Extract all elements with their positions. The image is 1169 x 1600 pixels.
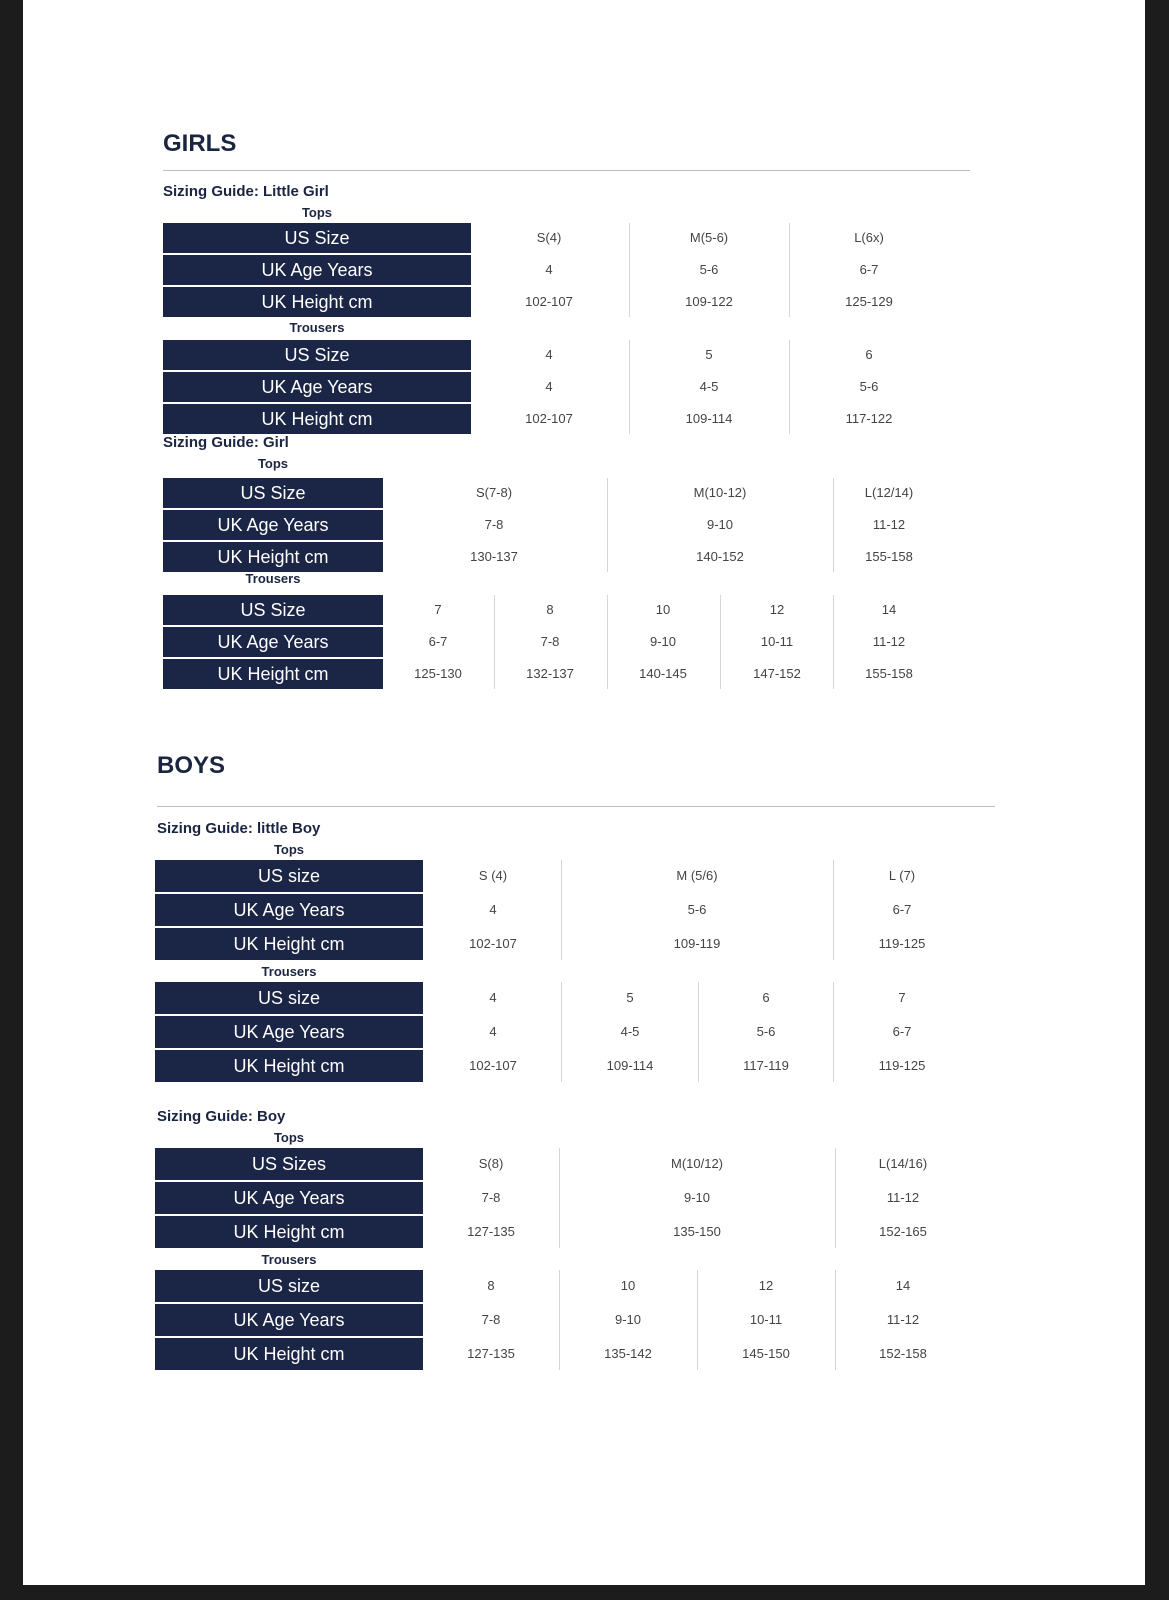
column-divider [607,478,608,572]
row-label: US Size [163,478,383,508]
size-cell-text: L(12/14) [864,485,914,500]
size-cell-text: L (7) [888,868,916,883]
size-cell-text: L(14/16) [878,1156,928,1171]
size-cell-text: 4 [545,262,553,277]
column-divider [561,860,562,960]
column-divider [835,1148,836,1248]
column-divider [561,982,562,1082]
row-label: UK Age Years [155,894,423,926]
row-label: US Size [163,595,383,625]
size-cell-text: 7-8 [540,634,560,649]
size-cell-text: 127-135 [467,1224,515,1239]
guide-title-girl: Sizing Guide: Girl [163,434,289,451]
size-cell-text: 10-11 [760,634,794,649]
size-cell-text: 135-150 [673,1224,721,1239]
size-cell-text: 4 [489,990,497,1005]
row-label: UK Height cm [155,1338,423,1370]
row-label: UK Age Years [155,1016,423,1048]
size-cell-text: 140-152 [696,549,744,564]
size-cell-text: 8 [487,1278,495,1293]
size-cell-text: 11-12 [886,1190,920,1205]
column-divider [833,478,834,572]
size-cell-text: 4 [545,379,553,394]
block-subtitle-tops: Tops [301,205,333,220]
size-cell-text: 5 [705,347,713,362]
size-cell-text: 5-6 [687,902,707,917]
row-label: UK Age Years [163,510,383,540]
size-cell-text: 5-6 [699,262,719,277]
column-divider [789,223,790,317]
section-divider [163,170,970,171]
size-cell-text: 11-12 [872,517,906,532]
block-subtitle-tops: Tops [257,456,289,471]
column-divider [697,1270,698,1370]
size-cell-text: 140-145 [639,666,687,681]
size-cell-text: M(5-6) [689,230,729,245]
column-divider [720,595,721,689]
size-cell-text: 5-6 [756,1024,776,1039]
block-subtitle-trousers: Trousers [245,571,301,586]
row-label: UK Height cm [163,659,383,689]
guide-title-boy: Sizing Guide: Boy [157,1108,286,1125]
row-label: UK Height cm [163,287,471,317]
size-cell-text: 4 [489,902,497,917]
column-divider [833,595,834,689]
row-label: US size [155,860,423,892]
size-cell-text: 7 [898,990,906,1005]
row-label: UK Height cm [163,542,383,572]
row-label: US Size [163,340,471,370]
size-cell-text: 155-158 [865,666,913,681]
row-label: UK Age Years [163,255,471,285]
size-cell-text: 6-7 [428,634,448,649]
size-cell-text: 9-10 [614,1312,642,1327]
row-label: US Size [163,223,471,253]
size-cell-text: 10-11 [749,1312,783,1327]
size-cell-text: 12 [769,602,785,617]
size-cell-text: M(10/12) [670,1156,724,1171]
column-divider [629,223,630,317]
size-cell-text: 9-10 [706,517,734,532]
size-cell-text: 14 [881,602,897,617]
size-cell-text: 130-137 [470,549,518,564]
size-cell-text: L(6x) [854,230,884,245]
size-cell-text: 147-152 [753,666,801,681]
size-cell-text: 127-135 [467,1346,515,1361]
size-cell-text: 10 [655,602,671,617]
size-cell-text: 7-8 [481,1190,501,1205]
column-divider [629,340,630,434]
row-label: UK Age Years [163,627,383,657]
size-cell-text: 117-119 [743,1058,789,1073]
document-page [23,0,1145,1585]
size-cell-text: 7-8 [481,1312,501,1327]
block-subtitle-trousers: Trousers [261,964,317,979]
size-cell-text: S(4) [536,230,562,245]
column-divider [789,340,790,434]
size-cell-text: S(7-8) [475,485,513,500]
size-cell-text: 11-12 [886,1312,920,1327]
size-cell-text: 125-130 [414,666,462,681]
column-divider [835,1270,836,1370]
size-cell-text: 119-125 [878,1058,926,1073]
section-divider [157,806,995,807]
column-divider [607,595,608,689]
size-cell-text: 12 [758,1278,774,1293]
size-cell-text: 102-107 [469,936,517,951]
size-cell-text: 9-10 [649,634,677,649]
size-cell-text: 5 [626,990,634,1005]
size-cell-text: 14 [895,1278,911,1293]
size-cell-text: 102-107 [525,411,573,426]
section-title-boys: BOYS [157,752,226,779]
row-label: US size [155,982,423,1014]
guide-title-little-girl: Sizing Guide: Little Girl [163,183,329,200]
size-cell-text: 109-122 [685,294,733,309]
row-label: UK Height cm [155,928,423,960]
column-divider [833,860,834,960]
row-label: UK Age Years [155,1182,423,1214]
column-divider [559,1148,560,1248]
size-cell-text: 8 [546,602,554,617]
column-divider [494,595,495,689]
guide-title-little-boy: Sizing Guide: little Boy [157,820,321,837]
size-cell-text: 119-125 [878,936,926,951]
block-subtitle-tops: Tops [273,1130,305,1145]
size-cell-text: 125-129 [845,294,893,309]
size-cell-text: 4 [489,1024,497,1039]
size-cell-text: M(10-12) [693,485,747,500]
size-cell-text: 132-137 [526,666,574,681]
column-divider [559,1270,560,1370]
row-label: UK Age Years [155,1304,423,1336]
size-cell-text: 6-7 [859,262,879,277]
row-label: US size [155,1270,423,1302]
size-cell-text: 135-142 [604,1346,652,1361]
size-cell-text: 4-5 [620,1024,640,1039]
row-label: UK Height cm [155,1216,423,1248]
size-cell-text: 152-165 [879,1224,927,1239]
size-cell-text: 5-6 [859,379,879,394]
column-divider [698,982,699,1082]
size-cell-text: 102-107 [525,294,573,309]
size-cell-text: 7-8 [484,517,504,532]
section-title-girls: GIRLS [163,130,237,157]
block-subtitle-trousers: Trousers [289,320,345,335]
size-cell-text: 6-7 [892,902,912,917]
block-subtitle-tops: Tops [273,842,305,857]
size-cell-text: 9-10 [683,1190,711,1205]
size-cell-text: 117-122 [845,411,893,426]
size-cell-text: 6-7 [892,1024,912,1039]
size-cell-text: 109-119 [673,936,721,951]
size-cell-text: 102-107 [469,1058,517,1073]
size-cell-text: 4-5 [699,379,719,394]
size-cell-text: 109-114 [606,1058,654,1073]
size-cell-text: 10 [620,1278,636,1293]
column-divider [833,982,834,1082]
row-label: UK Height cm [155,1050,423,1082]
block-subtitle-trousers: Trousers [261,1252,317,1267]
size-cell-text: 6 [762,990,770,1005]
size-cell-text: 11-12 [872,634,906,649]
row-label: UK Age Years [163,372,471,402]
size-cell-text: 145-150 [742,1346,790,1361]
size-cell-text: 4 [545,347,553,362]
size-cell-text: 155-158 [865,549,913,564]
size-cell-text: M (5/6) [676,868,718,883]
size-cell-text: S(8) [478,1156,504,1171]
size-cell-text: S (4) [478,868,508,883]
size-cell-text: 109-114 [685,411,733,426]
size-cell-text: 6 [865,347,873,362]
size-cell-text: 7 [434,602,442,617]
row-label: UK Height cm [163,404,471,434]
size-cell-text: 152-158 [879,1346,927,1361]
row-label: US Sizes [155,1148,423,1180]
